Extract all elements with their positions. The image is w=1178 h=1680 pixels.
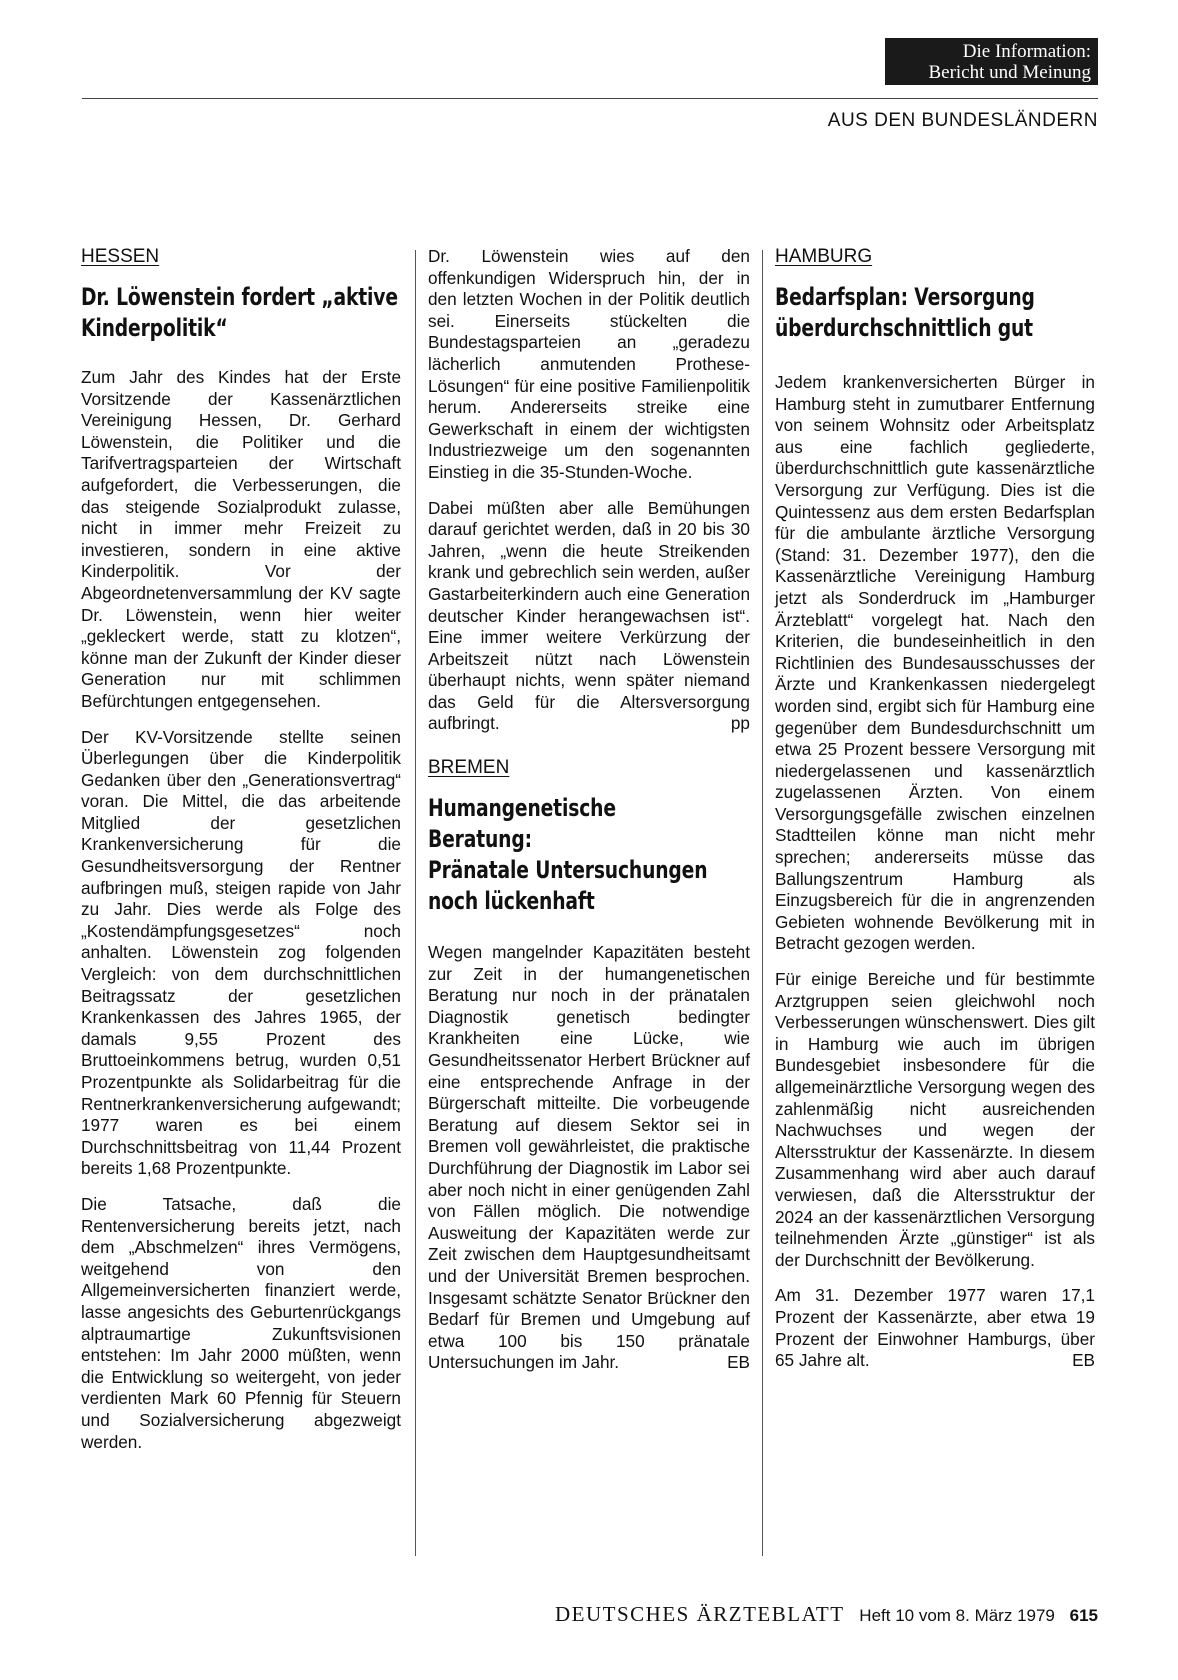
paragraph: Für einige Bereiche und für bestimmte Arztgruppen seien gleichwohl noch Verbesserungen wünschenswert. Dies gilt in Hamburg wie auch im übrigen Bundesgebiet insbesondere für die allgemeinärztliche Versorgung wegen des zahlenmäßig nicht ausreichenden Nachwuchses und wegen der Altersstruktur der Kassenärzte. In diesem Zusammenhang wird aber auch darauf verwiesen, daß die Altersstruktur der 2024 an der kassenärztlichen Versorgung teilnehmenden Ärzte „günstiger“ ist als der Durchschnitt der Bevölkerung. bbox=[775, 969, 1095, 1270]
header-rule bbox=[82, 98, 1098, 99]
page-number: 615 bbox=[1069, 1606, 1098, 1625]
author-initials: pp bbox=[730, 713, 750, 734]
region-label-bremen: BREMEN bbox=[428, 757, 510, 779]
page-footer bbox=[555, 1602, 1098, 1627]
journal-name: DEUTSCHES ÄRZTEBLATT bbox=[554, 1602, 845, 1626]
paragraph: Jedem krankenversicherten Bürger in Hamburg steht in zumutbarer Entfernung von seinem Wohnsitz oder Arbeitsplatz aus eine fachlich gegliederte, überdurchschnittlich gute kassenärztliche Versorgung zur Verfügung. Dies ist die Quintessenz aus dem ersten Bedarfsplan für die ambulante ärztliche Versorgung (Stand: 31. Dezember 1977), den die Kassenärztliche Vereinigung Hamburg jetzt als Sonderdruck im „Hamburger Ärzteblatt“ vorgelegt hat. Nach den Kriterien, die bundeseinheitlich in den Richtlinien des Bundesausschusses der Ärzte und Krankenkassen niedergelegt worden sind, ergibt sich für Hamburg eine gegenüber dem Bundesdurchschnitt um etwa 25 Prozent bessere Versorgung mit niedergelassenen und kassenärztlich zugelassenen Ärzten. Von einem Versorgungsgefälle zwischen einzelnen Stadtteilen könne man nicht mehr sprechen; andererseits müsse das Ballungszentrum Hamburg als Einzugsbereich für die in angrenzenden Gebieten wohnende Bevölkerung mit in Betracht gezogen werden. bbox=[775, 372, 1095, 954]
paragraph bbox=[428, 498, 750, 736]
headline-line: Humangenetische bbox=[428, 794, 616, 823]
issue-info: Heft 10 vom 8. März 1979 bbox=[859, 1606, 1055, 1625]
headline-hessen: Dr. Löwenstein fordert „aktive Kinderpolitik“ bbox=[81, 283, 398, 342]
rubric-line-1: Die Information: bbox=[962, 41, 1091, 62]
paragraph bbox=[775, 1285, 1095, 1371]
author-initials: EB bbox=[727, 1352, 750, 1373]
headline-line: Beratung: bbox=[428, 825, 532, 854]
paragraph-text: Wegen mangelnder Kapazitäten besteht zur Zeit in der humangenetischen Beratung nur noch in der pränatalen Diagnostik genetisch bedingter Krankheiten eine Lücke, wie Gesundheitssenator Herbert Brückner auf eine entsprechende Anfrage in der Bürgerschaft mitteilte. Die vorbeugende Beratung auf diesem Sektor sei in Bremen voll gewährleistet, die praktische Durchführung der Diagnostik im Labor sei aber noch nicht in einer genügenden Zahl von Fällen möglich. Die notwendige Ausweitung der Kapazitäten werde zur Zeit zwischen dem Hauptgesundheitsamt und der Universität Bremen besprochen. Insgesamt schätzte Senator Brückner den Bedarf für Bremen und Umgebung auf etwa 100 bis 150 pränatale Untersuchungen im Jahr. bbox=[428, 942, 750, 1373]
paragraph: Zum Jahr des Kindes hat der Erste Vorsitzende der Kassenärztlichen Vereinigung Hessen, Dr. Gerhard Löwenstein, die Politiker und die Tarifvertragsparteien der Wirtschaft aufgefordert, die Verbesserungen, die das steigende Sozialprodukt zulasse, nicht in immer mehr Freizeit zu investieren, sondern in eine aktive Kinderpolitik. Vor der Abgeordnetenversammlung der KV sagte Dr. Löwenstein, wenn hier weiter „gekleckert werde, statt zu klotzen“, könne man der Zukunft der Kinder dieser Generation nur mit schlimmen Befürchtungen entgegensehen. bbox=[81, 367, 401, 711]
column-2 bbox=[428, 246, 750, 1388]
column-3 bbox=[775, 246, 1095, 1386]
headline-line: noch lückenhaft bbox=[428, 887, 595, 916]
headline-line: Bedarfsplan: Versorgung bbox=[775, 283, 1035, 311]
paragraph bbox=[428, 942, 750, 1374]
column-divider-1 bbox=[415, 250, 416, 1556]
headline-line: Pränatale Untersuchungen bbox=[428, 856, 708, 885]
region-label-hamburg: HAMBURG bbox=[775, 246, 873, 267]
headline-line: überdurchschnittlich gut bbox=[775, 314, 1033, 342]
paragraph: Die Tatsache, daß die Rentenversicherung bereits jetzt, nach dem „Abschmelzen“ ihres Vermögens, weitgehend von den Allgemeinversicherten finanziert werde, lasse angesichts des Geburtenrückgangs alptraumartige Zukunftsvisionen entstehen: Im Jahr 2000 müßten, wenn die Entwicklung so weitergeht, von jeder verdienten Mark 60 Pfennig für Steuern und Sozialversicherung abgezweigt werden. bbox=[81, 1193, 401, 1452]
region-label-hessen: HESSEN bbox=[81, 246, 160, 267]
paragraph-text: Dabei müßten aber alle Bemühungen darauf gerichtet werden, daß in 20 bis 30 Jahren, „wenn die heute Streikenden krank und gebrechlich sein werden, außer Gastarbeiterkindern auch eine Generation deutscher Kinder herangewachsen ist“. Eine immer weitere Verkürzung der Arbeitszeit nützt nach Löwenstein überhaupt nichts, wenn später niemand das Geld für die Altersversorgung aufbringt. bbox=[428, 497, 750, 734]
paragraph: Dr. Löwenstein wies auf den offenkundigen Widerspruch hin, der in den letzten Wochen in der Politik deutlich sei. Einerseits stückelten die Bundestagsparteien an „geradezu lächerlich anmutenden Prothese-Lösungen“ für eine positive Familienpolitik herum. Andererseits streike eine Gewerkschaft in einem der wichtigsten Industriezweige um den sogenannten Einstieg in die 35-Stunden-Woche. bbox=[428, 246, 750, 482]
column-1 bbox=[81, 246, 401, 1467]
section-header: AUS DEN BUNDESLÄNDERN bbox=[827, 110, 1098, 131]
headline-hamburg bbox=[775, 282, 1094, 344]
headline-bremen bbox=[428, 793, 749, 917]
column-divider-2 bbox=[762, 250, 763, 1556]
paragraph: Der KV-Vorsitzende stellte seinen Überlegungen über die Kinderpolitik Gedanken über den „Generationsvertrag“ voran. Die Mittel, die das arbeitende Mitglied der gesetzlichen Krankenversicherung für die Gesundheitsversorgung der Rentner aufbringen muß, steigen rapide von Jahr zu Jahr. Dies werde als Folge des „Kostendämpfungsgesetzes“ noch anhalten. Löwenstein zog folgenden Vergleich: von dem durchschnittlichen Beitragssatz der gesetzlichen Krankenkassen des Jahres 1965, der damals 9,55 Prozent des Bruttoeinkommens betrug, wurden 0,51 Prozentpunkte als Solidarbeitrag für die Rentnerkrankenversicherung aufgewandt; 1977 waren es bei einem Durchschnittsbeitrag von 11,44 Prozent bereits 1,68 Prozentpunkte. bbox=[81, 726, 401, 1179]
author-initials: EB bbox=[1072, 1350, 1095, 1371]
paragraph-text: Am 31. Dezember 1977 waren 17,1 Prozent der Kassenärzte, aber etwa 19 Prozent der Einwohner Hamburgs, über 65 Jahre alt. bbox=[775, 1285, 1095, 1371]
rubric-badge bbox=[885, 38, 1098, 85]
rubric-line-2: Bericht und Meinung bbox=[928, 62, 1091, 83]
